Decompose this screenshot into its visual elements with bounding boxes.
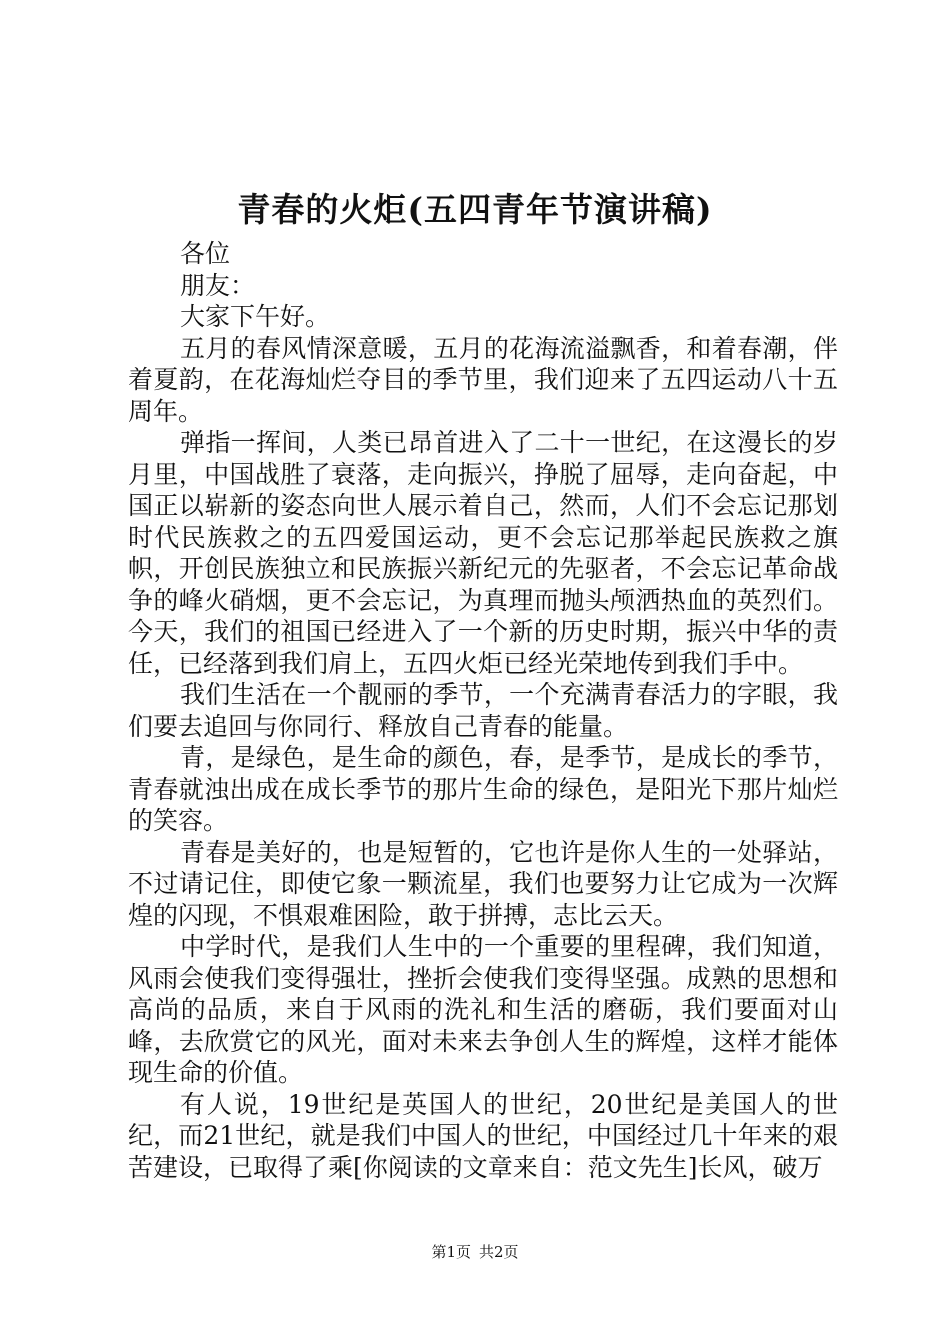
page-number: 第1页 (431, 1243, 471, 1261)
paragraph: 有人说，19世纪是英国人的世纪，20世纪是美国人的世纪，而21世纪，就是我们中国人的世纪，中国经过几十年来的艰苦建设，已取得了乘[你阅读的文章来自：范文先生]长风，破万 (128, 1089, 838, 1182)
page-footer (0, 1242, 950, 1262)
paragraph: 五月的春风情深意暖，五月的花海流溢飘香，和着春潮，伴着夏韵，在花海灿烂夺目的季节里，我们迎来了五四运动八十五周年。 (128, 333, 838, 426)
paragraph: 中学时代，是我们人生中的一个重要的里程碑，我们知道，风雨会使我们变得强壮，挫折会使我们变得坚强。成熟的思想和高尚的品质，来自于风雨的洗礼和生活的磨砺，我们要面对山峰，去欣赏它的风光，面对未来去争创人生的辉煌，这样才能体现生命的价值。 (128, 932, 838, 1087)
paragraph: 弹指一挥间，人类已昂首进入了二十一世纪，在这漫长的岁月里，中国战胜了衰落，走向振兴，挣脱了屈辱，走向奋起，中国正以崭新的姿态向世人展示着自己，然而，人们不会忘记那划时代民族救之的五四爱国运动，更不会忘记那举起民族救之旗帜，开创民族独立和民族振兴新纪元的先驱者，不会忘记革命战争的峰火硝烟，更不会忘记，为真理而抛头颅洒热血的英烈们。今天，我们的祖国已经进入了一个新的历史时期，振兴中华的责任，已经落到我们肩上，五四火炬已经光荣地传到我们手中。 (128, 428, 838, 678)
paragraph: 青，是绿色，是生命的颜色，春，是季节，是成长的季节，青春就浊出成在成长季节的那片生命的绿色，是阳光下那片灿烂的笑容。 (128, 743, 838, 835)
paragraph: 青春是美好的，也是短暂的，它也许是你人生的一处驿站，不过请记住，即使它象一颗流星，我们也要努力让它成为一次辉煌的闪现，不惧艰难困险，敢于拼搏，志比云天。 (128, 837, 838, 930)
document-title: 青春的火炬(五四青年节演讲稿) (237, 190, 713, 229)
paragraph: 我们生活在一个靓丽的季节，一个充满青春活力的字眼，我们要去追回与你同行、释放自己青春的能量。 (128, 680, 838, 741)
salutation-line-1: 各位 (180, 239, 231, 268)
document-body (128, 238, 838, 1183)
greeting: 大家下午好。 (180, 302, 331, 331)
page-count: 共2页 (479, 1243, 519, 1261)
salutation-line-2: 朋友： (180, 270, 256, 300)
